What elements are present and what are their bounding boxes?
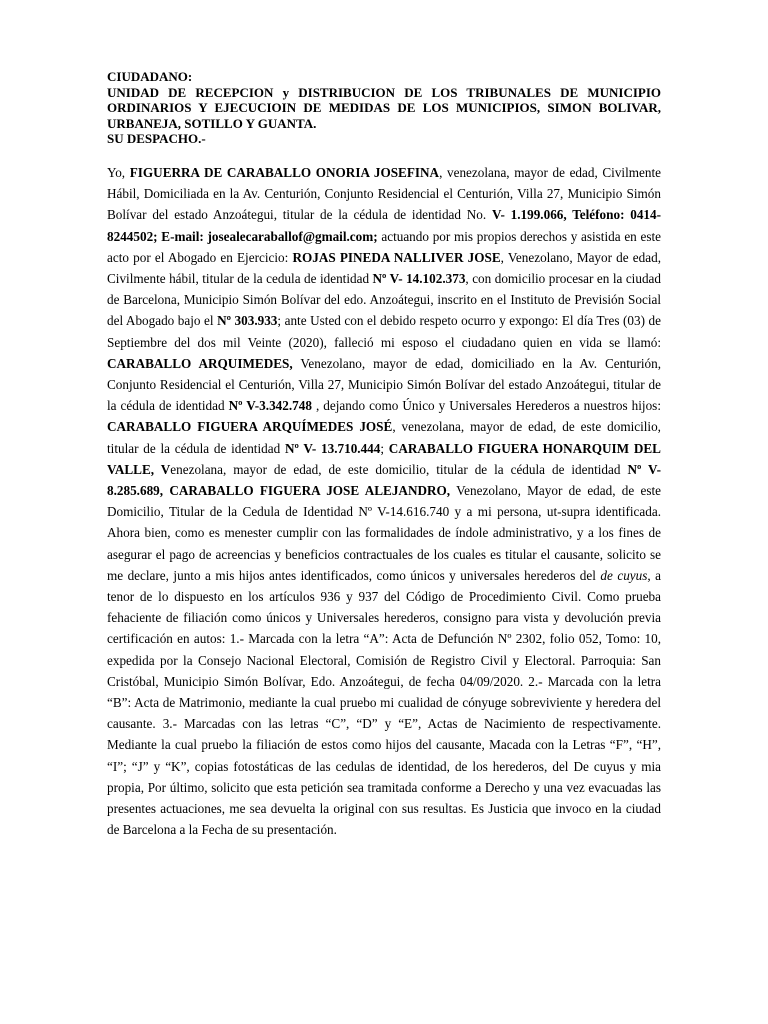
- body-text: Venezolano, Mayor de edad, de este Domicilio, Titular de la Cedula de Identidad Nº V-14.616.740 y a mi persona, ut-supra identificada. Ahora bien, como es menester cumplir con las formalidades de índole administrativo, y a los fines de asegurar el pago de acreencias y beneficios contractuales de los cuales es titular el causante, solicito se me declare, junto a mis hijos antes identificados, como únicos y universales herederos del: [107, 483, 661, 583]
- document-body: [107, 162, 661, 841]
- heir-2-id-heir-3-name: Nº V- 8.285.689, CARABALLO FIGUERA JOSE ALEJANDRO,: [107, 461, 661, 499]
- applicant-name: FIGUERRA DE CARABALLO ONORIA JOSEFINA: [129, 165, 440, 180]
- body-text: , dejando como Único y Universales Herederos a nuestros hijos:: [311, 398, 661, 414]
- body-text: , a tenor de lo dispuesto en los artículos 936 y 937 del Código de Procedimiento Civil. Como prueba fehaciente de filiación como únicos y Universales herederos, consigno para vista y devolución previa certificación en autos: 1.- Marcada con la letra “A”: Acta de Defunción Nº 2302, folio 052, Tomo: 10, expedida por la Consejo Nacional Electoral, Comisión de Registro Civil y Electoral. Parroquia: San Cristóbal, Municipio Simón Bolívar, Edo. Anzoátegui, de fecha 04/09/2020. 2.- Marcada con la letra “B”: Acta de Matrimonio, mediante la cual pruebo mi cualidad de cónyuge sobreviviente y heredera del causante. 3.- Marcadas con las letras “C”, “D” y “E”, Actas de Nacimiento de respectivamente. Mediante la cual pruebo la filiación de estos como hijos del causante, Macada con la Letras “F”, “H”, “I”; “J” y “K”, copias fotostáticas de las cedulas de identidad, de los herederos, del De cuyus y mia propia, Por último, solicito que esta petición sea tramitada conforme a Derecho y una vez evacuadas las presentes actuaciones, me sea devuelta la original con sus resultas. Es Justicia que invoco en la ciudad de Barcelona a la Fecha de su presentación.: [107, 567, 662, 838]
- body-text: ; ante Usted con el debido respeto ocurro y expongo: El día Tres (03) de Septiembre del dos mil Veinte (2020), falleció mi esposo el ciudadano quien en vida se llamó:: [107, 313, 661, 350]
- lawyer-name: ROJAS PINEDA NALLIVER JOSE: [292, 249, 501, 265]
- body-text: , venezolana, mayor de edad, de este domicilio, titular de la cédula de identidad: [107, 419, 661, 456]
- document-header: [107, 69, 661, 147]
- heir-1-id: Nº V- 13.710.444: [284, 440, 381, 456]
- body-text: , Venezolano, Mayor de edad, Civilmente hábil, titular de la cedula de identidad: [107, 249, 661, 287]
- body-text: , con domicilio procesar en la ciudad de Barcelona, Municipio Simón Bolívar del edo. Anzoátegui, inscrito en el Instituto de Previsión Social del Abogado bajo el: [107, 271, 661, 329]
- body-text: Yo,: [107, 165, 130, 180]
- de-cuyus-term: de cuyus: [600, 567, 648, 583]
- header-despacho: SU DESPACHO.-: [107, 131, 206, 147]
- body-text: actuando por mis propios derechos y asistida en este acto por el Abogado en Ejercicio:: [107, 228, 662, 265]
- header-addressee: CIUDADANO:: [107, 69, 193, 84]
- header-court-unit: UNIDAD DE RECEPCION y DISTRIBUCION DE LOS TRIBUNALES DE MUNICIPIO ORDINARIOS Y EJECUCIOIN DE MEDIDAS DE LOS MUNICIPIOS, SIMON BOLIVAR, URBANEJA, SOTILLO Y GUANTA.: [107, 84, 661, 131]
- body-text: enezolana, mayor de edad, de este domicilio, titular de la cédula de identidad: [170, 461, 628, 477]
- applicant-contact: V- 1.199.066, Teléfono: 0414-8244502; E-mail: josealecaraballof@gmail.com;: [107, 207, 662, 244]
- deceased-name: CARABALLO ARQUIMEDES,: [107, 355, 293, 371]
- lawyer-id: Nº V- 14.102.373: [372, 271, 466, 287]
- body-text: , venezolana, mayor de edad, Civilmente Hábil, Domiciliada en la Av. Centurión, Conjunto Residencial el Centurión, Villa 27, Municipio Simón Bolívar del estado Anzoátegui, titular de la cédula de identidad No.: [107, 165, 661, 223]
- heir-1-name: CARABALLO FIGUERA ARQUÍMEDES JOSÉ: [107, 419, 393, 435]
- lawyer-ipsa-number: Nº 303.933: [217, 313, 278, 329]
- deceased-id: Nº V-3.342.748: [228, 398, 312, 414]
- heir-2-name: CARABALLO FIGUERA HONARQUIM DEL VALLE, V: [107, 440, 661, 477]
- body-text: ;: [380, 440, 389, 456]
- body-text: Venezolano, mayor de edad, domiciliado en la Av. Centurión, Conjunto Residencial el Centurión, Villa 27, Municipio Simón Bolívar del estado Anzoátegui, titular de la cédula de identidad: [107, 355, 661, 414]
